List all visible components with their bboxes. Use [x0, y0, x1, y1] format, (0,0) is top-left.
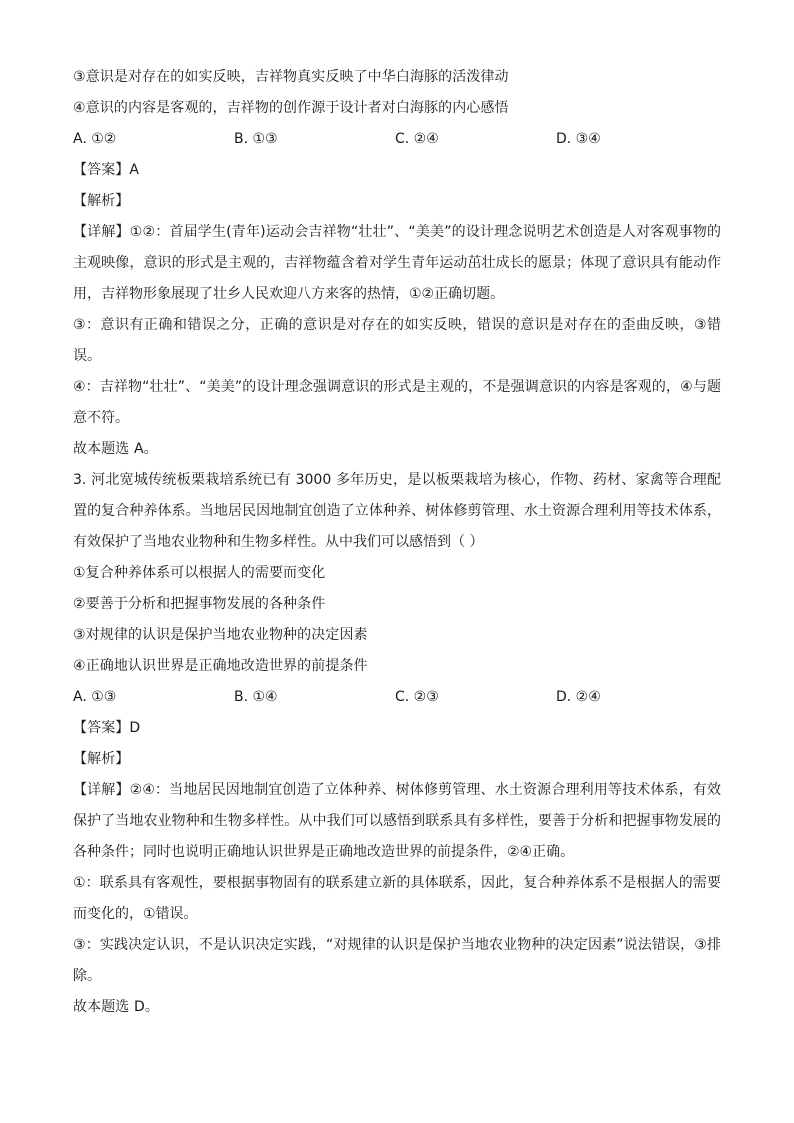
page-content — [73, 62, 721, 1023]
q3-options — [73, 682, 721, 713]
q2-option-d: D. ③④ — [556, 131, 601, 147]
q3-detail-paragraph-1 — [73, 775, 721, 868]
q3-detail-paragraph-2: ①：联系具有客观性，要根据事物固有的联系建立新的具体联系，因此，复合种养体系不是根据人的需要而变化的，①错误。 — [73, 875, 721, 922]
q3-conclusion: 故本题选 D。 — [73, 999, 159, 1015]
q3-analysis-label: 【解析】 — [73, 751, 130, 767]
q2-detail-paragraph-2: ③：意识有正确和错误之分，正确的意识是对存在的如实反映，错误的意识是对存在的歪曲反映，③错误。 — [73, 317, 721, 364]
answer-label: 【答案】 — [73, 720, 130, 736]
q2-option-a: A. ①② — [73, 131, 117, 147]
q2-statement-3: ③意识是对存在的如实反映，吉祥物真实反映了中华白海豚的活泼律动 — [73, 69, 509, 85]
q2-options — [73, 124, 721, 155]
q2-analysis-label: 【解析】 — [73, 193, 130, 209]
q2-detail-paragraph-1 — [73, 217, 721, 310]
q2-statement-4: ④意识的内容是客观的，吉祥物的创作源于设计者对白海豚的内心感悟 — [73, 100, 509, 116]
answer-value: D — [129, 720, 141, 736]
q3-statement-4: ④正确地认识世界是正确地改造世界的前提条件 — [73, 658, 368, 674]
detail-text: ①②：首届学生(青年)运动会吉祥物“壮壮”、“美美”的设计理念说明艺术创造是人对客观事物的主观映像，意识的形式是主观的，吉祥物蕴含着对学生青年运动茁壮成长的愿景；体现了意识具有能动作用，吉祥物形象展现了壮乡人民欢迎八方来客的热情，①②正确切题。 — [73, 224, 721, 302]
q3-statement-3: ③对规律的认识是保护当地农业物种的决定因素 — [73, 627, 368, 643]
q3-option-d: D. ②④ — [556, 689, 601, 705]
q3-statement-1: ①复合种养体系可以根据人的需要而变化 — [73, 565, 326, 581]
q3-detail-paragraph-3: ③：实践决定认识，不是认识决定实践，“对规律的认识是保护当地农业物种的决定因素”说法错误，③排除。 — [73, 937, 721, 984]
q3-option-a: A. ①③ — [73, 689, 117, 705]
q2-detail-paragraph-3: ④：吉祥物“壮壮”、“美美”的设计理念强调意识的形式是主观的，不是强调意识的内容是客观的，④与题意不符。 — [73, 379, 721, 426]
answer-value: A — [129, 162, 140, 178]
q2-answer — [73, 155, 721, 186]
detail-label: 【详解】 — [73, 782, 130, 798]
q3-option-c: C. ②③ — [395, 689, 439, 705]
detail-label: 【详解】 — [73, 224, 130, 240]
q2-option-b: B. ①③ — [234, 131, 278, 147]
q2-option-c: C. ②④ — [395, 131, 439, 147]
q3-option-b: B. ①④ — [234, 689, 278, 705]
q3-statement-2: ②要善于分析和把握事物发展的各种条件 — [73, 596, 326, 612]
answer-label: 【答案】 — [73, 162, 130, 178]
q3-stem: 3. 河北宽城传统板栗栽培系统已有 3000 多年历史，是以板栗栽培为核心，作物、药材、家禽等合理配置的复合种养体系。当地居民因地制宜创造了立体种养、树体修剪管理、水土资源合理利用等技术体系，有效保护了当地农业物种和生物多样性。从中我们可以感悟到（ ） — [73, 472, 721, 550]
q3-answer — [73, 713, 721, 744]
q2-conclusion: 故本题选 A。 — [73, 441, 158, 457]
detail-text: ②④：当地居民因地制宜创造了立体种养、树体修剪管理、水土资源合理利用等技术体系，有效保护了当地农业物种和生物多样性。从中我们可以感悟到联系具有多样性，要善于分析和把握事物发展的各种条件；同时也说明正确地认识世界是正确地改造世界的前提条件，②④正确。 — [73, 782, 722, 860]
